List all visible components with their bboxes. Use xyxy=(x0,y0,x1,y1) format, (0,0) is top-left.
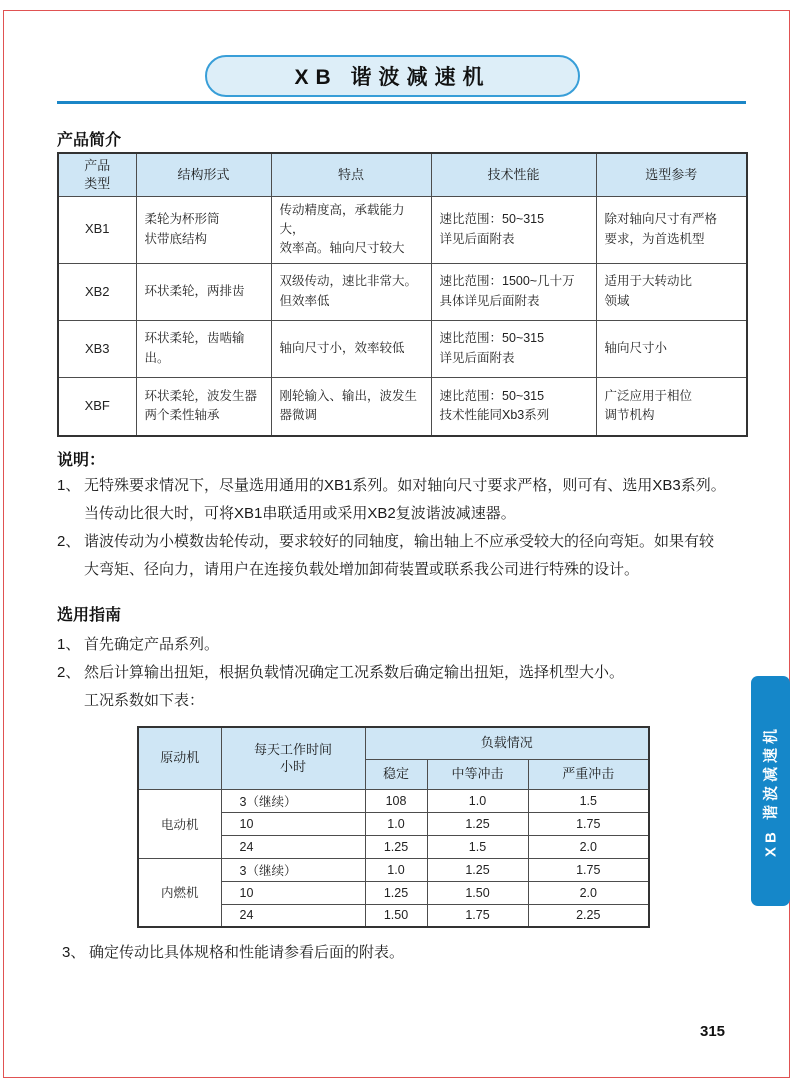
col-header-heavy-shock: 严重冲击 xyxy=(528,759,649,789)
cell-features: 刚轮输入、输出，波发生 器微调 xyxy=(271,377,431,436)
col-header-steady: 稳定 xyxy=(365,759,427,789)
guide-number: 1、 xyxy=(57,636,81,653)
cell-performance: 速比范围：50~315 详见后面附表 xyxy=(431,320,596,377)
table-row-xb1 xyxy=(58,196,747,263)
cell-features: 双级传动，速比非常大。 但效率低 xyxy=(271,263,431,320)
cell-steady: 1.0 xyxy=(365,858,427,881)
guide-text: 然后计算输出扭矩，根据负载情况确定工况系数后确定输出扭矩，选择机型大小。 工况系数如下表： xyxy=(84,664,625,709)
guide-number: 3、 xyxy=(62,944,86,961)
table-row-xbf xyxy=(58,377,747,436)
cell-type: XB3 xyxy=(58,320,136,377)
cell-reference: 除对轴向尺寸有严格 要求，为首选机型 xyxy=(596,196,747,263)
guide-item-1 xyxy=(57,631,754,659)
cell-prime-mover: 内燃机 xyxy=(138,858,221,927)
cell-hours: 3（继续） xyxy=(221,789,365,812)
col-header-reference: 选型参考 xyxy=(596,153,747,196)
cell-type: XB2 xyxy=(58,263,136,320)
cell-prime-mover: 电动机 xyxy=(138,789,221,858)
guide-text: 首先确定产品系列。 xyxy=(84,636,220,653)
cell-performance: 速比范围：1500~几十万 具体详见后面附表 xyxy=(431,263,596,320)
cell-structure: 柔轮为杯形筒 状带底结构 xyxy=(136,196,271,263)
cell-reference: 轴向尺寸小 xyxy=(596,320,747,377)
guide-number: 2、 xyxy=(57,664,81,681)
section-heading-guide: 选用指南 xyxy=(57,607,122,624)
note-text: 谐波传动为小模数齿轮传动，要求较好的同轴度，输出轴上不应承受较大的径向弯矩。如果有较 大弯矩、径向力，请用户在连接负载处增加卸荷装置或联系我公司进行特殊的设计。 xyxy=(84,533,715,578)
cell-hours: 10 xyxy=(221,881,365,904)
cell-structure: 环状柔轮，齿啮输出。 xyxy=(136,320,271,377)
title-divider xyxy=(57,101,746,104)
cell-hours: 24 xyxy=(221,904,365,927)
cell-features: 传动精度高，承载能力大， 效率高。轴向尺寸较大 xyxy=(271,196,431,263)
chapter-side-tab xyxy=(751,676,790,906)
col-header-medium-shock: 中等冲击 xyxy=(427,759,528,789)
cell-structure: 环状柔轮，两排齿 xyxy=(136,263,271,320)
cell-heavy: 1.75 xyxy=(528,812,649,835)
cell-steady: 1.25 xyxy=(365,881,427,904)
cell-medium: 1.50 xyxy=(427,881,528,904)
coeff-row xyxy=(138,789,649,812)
cell-hours: 10 xyxy=(221,812,365,835)
cell-steady: 108 xyxy=(365,789,427,812)
coeff-row xyxy=(138,858,649,881)
cell-performance: 速比范围：50~315 详见后面附表 xyxy=(431,196,596,263)
section-heading-notes: 说明： xyxy=(57,452,106,469)
cell-heavy: 2.25 xyxy=(528,904,649,927)
cell-structure: 环状柔轮，波发生器 两个柔性轴承 xyxy=(136,377,271,436)
guide-item-3 xyxy=(62,939,759,967)
table-row-xb3 xyxy=(58,320,747,377)
guide-item-2 xyxy=(57,659,754,715)
col-header-performance: 技术性能 xyxy=(431,153,596,196)
cell-medium: 1.25 xyxy=(427,812,528,835)
load-coefficient-table xyxy=(137,726,650,928)
col-header-prime-mover: 原动机 xyxy=(138,727,221,789)
coeff-header-row-1 xyxy=(138,727,649,759)
page-title xyxy=(205,55,580,97)
cell-medium: 1.75 xyxy=(427,904,528,927)
product-table xyxy=(57,152,748,437)
col-header-load-condition: 负载情况 xyxy=(365,727,649,759)
col-header-features: 特点 xyxy=(271,153,431,196)
cell-steady: 1.25 xyxy=(365,835,427,858)
product-table-header-row xyxy=(58,153,747,196)
note-text: 无特殊要求情况下，尽量选用通用的XB1系列。如对轴向尺寸要求严格，则可有、选用XB3系列。 当传动比很大时，可将XB1串联适用或采用XB2复波谐波减速器。 xyxy=(84,477,726,522)
cell-medium: 1.0 xyxy=(427,789,528,812)
note-number: 2、 xyxy=(57,533,81,550)
cell-reference: 广泛应用于相位 调节机构 xyxy=(596,377,747,436)
col-header-product-type: 产品 类型 xyxy=(58,153,136,196)
chapter-side-tab-label: XB 谐波减速机 xyxy=(762,725,779,858)
cell-heavy: 1.5 xyxy=(528,789,649,812)
page-number: 315 xyxy=(700,1023,726,1040)
cell-steady: 1.50 xyxy=(365,904,427,927)
notes-list xyxy=(57,472,754,584)
cell-steady: 1.0 xyxy=(365,812,427,835)
note-number: 1、 xyxy=(57,477,81,494)
cell-performance: 速比范围：50~315 技术性能同Xb3系列 xyxy=(431,377,596,436)
table-row-xb2 xyxy=(58,263,747,320)
cell-type: XBF xyxy=(58,377,136,436)
note-item-1 xyxy=(57,472,754,528)
col-header-work-hours: 每天工作时间 小时 xyxy=(221,727,365,789)
cell-hours: 24 xyxy=(221,835,365,858)
note-item-2 xyxy=(57,528,754,584)
cell-type: XB1 xyxy=(58,196,136,263)
cell-reference: 适用于大转动比 领域 xyxy=(596,263,747,320)
col-header-structure: 结构形式 xyxy=(136,153,271,196)
page-title-text: XB 谐波减速机 xyxy=(294,66,491,89)
cell-heavy: 1.75 xyxy=(528,858,649,881)
guide-list xyxy=(57,631,754,715)
guide-text: 确定传动比具体规格和性能请参看后面的附表。 xyxy=(89,944,405,961)
cell-features: 轴向尺寸小，效率较低 xyxy=(271,320,431,377)
cell-heavy: 2.0 xyxy=(528,881,649,904)
cell-medium: 1.5 xyxy=(427,835,528,858)
cell-heavy: 2.0 xyxy=(528,835,649,858)
cell-medium: 1.25 xyxy=(427,858,528,881)
cell-hours: 3（继续） xyxy=(221,858,365,881)
section-heading-intro: 产品简介 xyxy=(57,132,122,149)
